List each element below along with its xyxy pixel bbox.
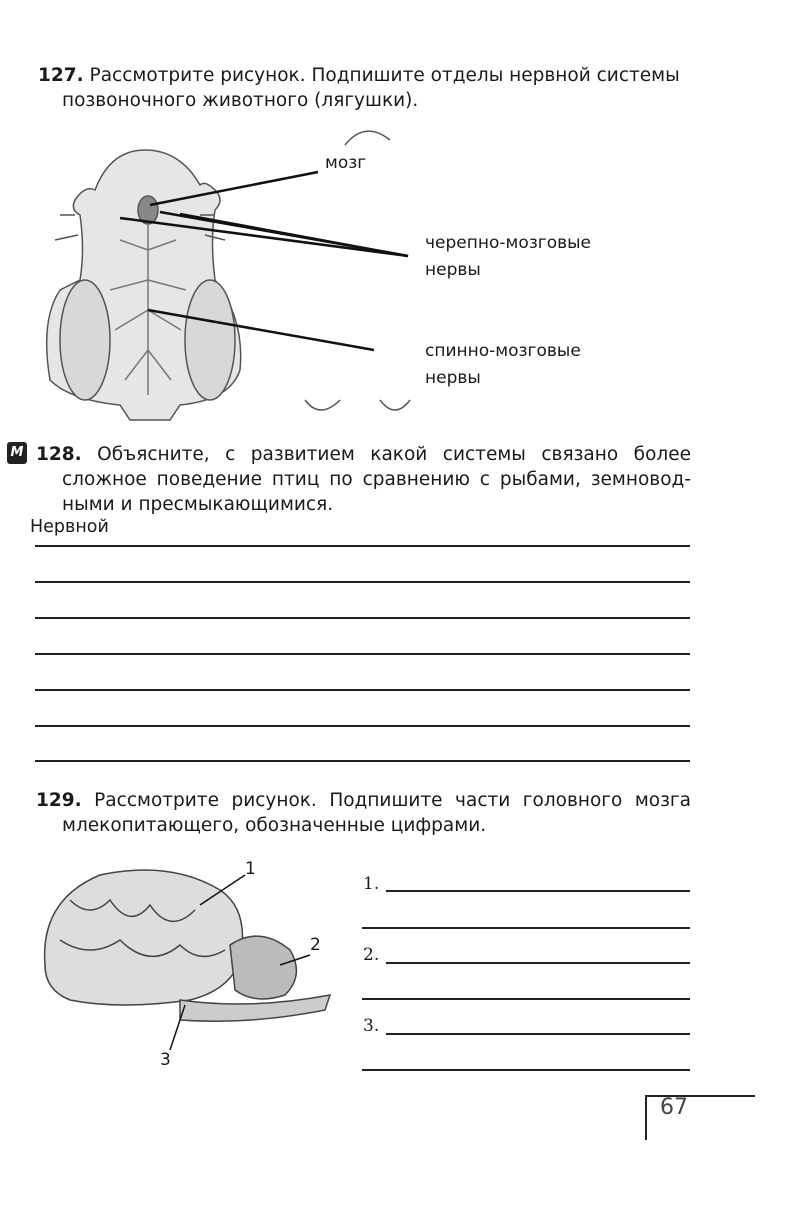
task-number: 127. (38, 65, 84, 86)
task-text: Рассмотрите рисунок. Подпишите части головного мозга (94, 790, 691, 811)
answer-3-label: 3. (363, 1016, 380, 1036)
brain-marker-3: 3 (160, 1050, 171, 1070)
brain-illustration (45, 870, 330, 1021)
task-128-line2: сложное поведение птиц по сравнению с рыбами, земновод- (62, 469, 691, 490)
label-spinal-nerves-2: нервы (425, 368, 481, 388)
page-number: 67 (660, 1095, 688, 1120)
answer-line[interactable] (35, 617, 690, 619)
page-number-frame (645, 1095, 647, 1140)
answer-line[interactable] (35, 653, 690, 655)
task-number: 129. (36, 790, 82, 811)
answer-2-label: 2. (363, 945, 380, 965)
answer-line[interactable] (362, 1069, 690, 1071)
answer-line[interactable] (35, 725, 690, 727)
answer-line[interactable] (362, 998, 690, 1000)
brain-marker-2: 2 (310, 935, 321, 955)
task-127-line2: позвоночного животного (лягушки). (62, 90, 419, 111)
answer-text: Нервной (30, 517, 109, 537)
answer-3-line[interactable] (386, 1033, 690, 1035)
label-brain: мозг (325, 153, 367, 173)
brain-marker-1: 1 (245, 859, 256, 879)
m-badge-icon: М (7, 442, 27, 464)
answer-line[interactable] (362, 927, 690, 929)
task-129-line1 (36, 788, 691, 813)
answer-line[interactable] (35, 760, 690, 762)
answer-1-line[interactable] (386, 890, 690, 892)
task-text: Объясните, с развитием какой системы связано более (97, 444, 691, 465)
answer-1-label: 1. (363, 874, 380, 894)
answer-2-line[interactable] (386, 962, 690, 964)
task-128-line1 (36, 442, 691, 467)
answer-line[interactable] (35, 545, 690, 547)
task-text: Рассмотрите рисунок. Подпишите отделы нервной системы (89, 65, 680, 86)
task-129-line2: млекопитающего, обозначенные цифрами. (62, 815, 487, 836)
label-cranial-nerves-1: черепно-мозговые (425, 233, 592, 253)
task-number: 128. (36, 444, 82, 465)
answer-line[interactable] (35, 581, 690, 583)
task-128-line3: ными и пресмыкающимися. (62, 494, 334, 515)
label-cranial-nerves-2: нервы (425, 260, 481, 280)
answer-line[interactable] (35, 689, 690, 691)
label-spinal-nerves-1: спинно-мозговые (425, 341, 581, 361)
